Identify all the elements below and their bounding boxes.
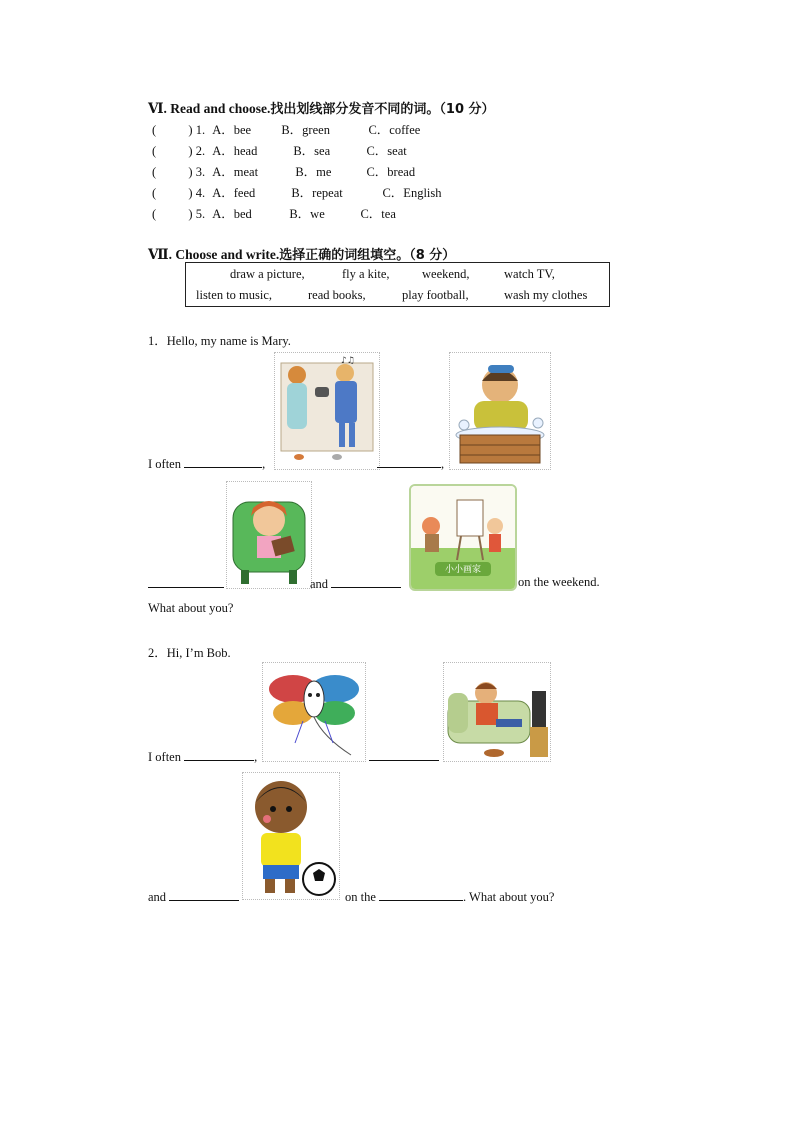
question-number: 2.: [195, 144, 206, 158]
option-a: A．head: [212, 144, 258, 158]
answer-paren-close: ): [188, 165, 193, 179]
answer-blank-6[interactable]: [369, 748, 439, 761]
what-about-label: . What about you?: [463, 890, 555, 904]
option-a: A．feed: [212, 186, 256, 200]
part1-intro: 1．Hello, my name is Mary.: [148, 334, 291, 348]
part1-line1: [148, 455, 265, 472]
part1-what-about: What about you?: [148, 601, 234, 615]
part2-line1b: [369, 748, 439, 765]
kite-picture: [262, 662, 366, 762]
word-option: read books,: [308, 288, 366, 302]
football-picture: [242, 772, 340, 900]
answer-blank-5[interactable]: [184, 748, 254, 761]
option-c: C．coffee: [368, 123, 421, 137]
answer-blank-1[interactable]: [184, 455, 262, 468]
option-b: B．sea: [293, 144, 331, 158]
svg-text:♪♫: ♪♫: [341, 356, 355, 366]
part2-line2b: [345, 888, 554, 905]
reading-picture: [226, 481, 312, 589]
word-option: watch TV,: [504, 267, 555, 281]
question-row: [152, 120, 420, 138]
section7-heading: [148, 244, 455, 263]
word-option: listen to music,: [196, 288, 273, 302]
question-number: 3.: [195, 165, 206, 179]
option-c: C．English: [382, 186, 442, 200]
on-weekend-label: on the weekend.: [518, 575, 600, 589]
word-option: wash my clothes: [504, 288, 588, 302]
painting-caption: 小小画家: [444, 565, 482, 575]
part1-line2: [148, 575, 224, 592]
part2-intro: 2．Hi, I’m Bob.: [148, 646, 231, 660]
option-a: A．bed: [212, 207, 252, 221]
answer-paren-open: (: [152, 186, 157, 200]
part1-line1b: [377, 455, 444, 472]
comma: ,: [254, 750, 258, 764]
music-picture: [274, 352, 380, 470]
answer-blank-3[interactable]: [148, 575, 224, 588]
tv-picture: [443, 662, 551, 762]
comma: ,: [441, 457, 445, 471]
answer-blank-7[interactable]: [169, 888, 239, 901]
section7-title-en: Ⅶ. Choose and write.: [148, 247, 280, 262]
part1-line2b: [310, 575, 401, 592]
question-number: 4.: [195, 186, 206, 200]
answer-blank-8[interactable]: [379, 888, 463, 901]
question-number: 1.: [195, 123, 206, 137]
word-option: draw a picture,: [230, 267, 305, 281]
answer-paren-open: (: [152, 207, 157, 221]
answer-paren-open: (: [152, 144, 157, 158]
option-c: C．tea: [360, 207, 396, 221]
option-b: B．green: [281, 123, 330, 137]
option-c: C．bread: [366, 165, 416, 179]
and-label: and: [148, 890, 167, 904]
option-b: B．repeat: [291, 186, 343, 200]
question-number: 5.: [195, 207, 206, 221]
section6-title-cn: 找出划线部分发音不同的词。（10 分）: [270, 102, 495, 117]
answer-blank-2[interactable]: [377, 455, 441, 468]
i-often-label: I often: [148, 750, 181, 764]
i-often-label: I often: [148, 457, 181, 471]
answer-paren-close: ): [188, 186, 193, 200]
answer-blank-4[interactable]: [331, 575, 401, 588]
washing-picture: [449, 352, 551, 470]
answer-paren-close: ): [188, 144, 193, 158]
word-option: weekend,: [422, 267, 470, 281]
answer-paren-open: (: [152, 123, 157, 137]
word-box: [185, 262, 610, 307]
option-a: A．bee: [212, 123, 252, 137]
section6-heading: [148, 98, 495, 117]
on-the-label: on the: [345, 890, 376, 904]
question-row: [152, 204, 396, 222]
drawing-picture: [409, 484, 517, 591]
comma: ,: [262, 457, 266, 471]
part2-line2: [148, 888, 239, 905]
part2-line1: [148, 748, 257, 765]
word-option: fly a kite,: [342, 267, 390, 281]
section6-title-en: Ⅵ. Read and choose.: [148, 101, 271, 116]
answer-paren-close: ): [188, 123, 193, 137]
question-row: [152, 162, 415, 180]
option-b: B．we: [289, 207, 325, 221]
option-c: C．seat: [366, 144, 407, 158]
word-option: play football,: [402, 288, 469, 302]
question-row: [152, 141, 407, 159]
and-label: and: [310, 577, 329, 591]
option-b: B．me: [295, 165, 332, 179]
answer-paren-open: (: [152, 165, 157, 179]
option-a: A．meat: [212, 165, 259, 179]
section7-title-cn: 选择正确的词组填空。（8 分）: [279, 248, 456, 263]
question-row: [152, 183, 442, 201]
answer-paren-close: ): [188, 207, 193, 221]
